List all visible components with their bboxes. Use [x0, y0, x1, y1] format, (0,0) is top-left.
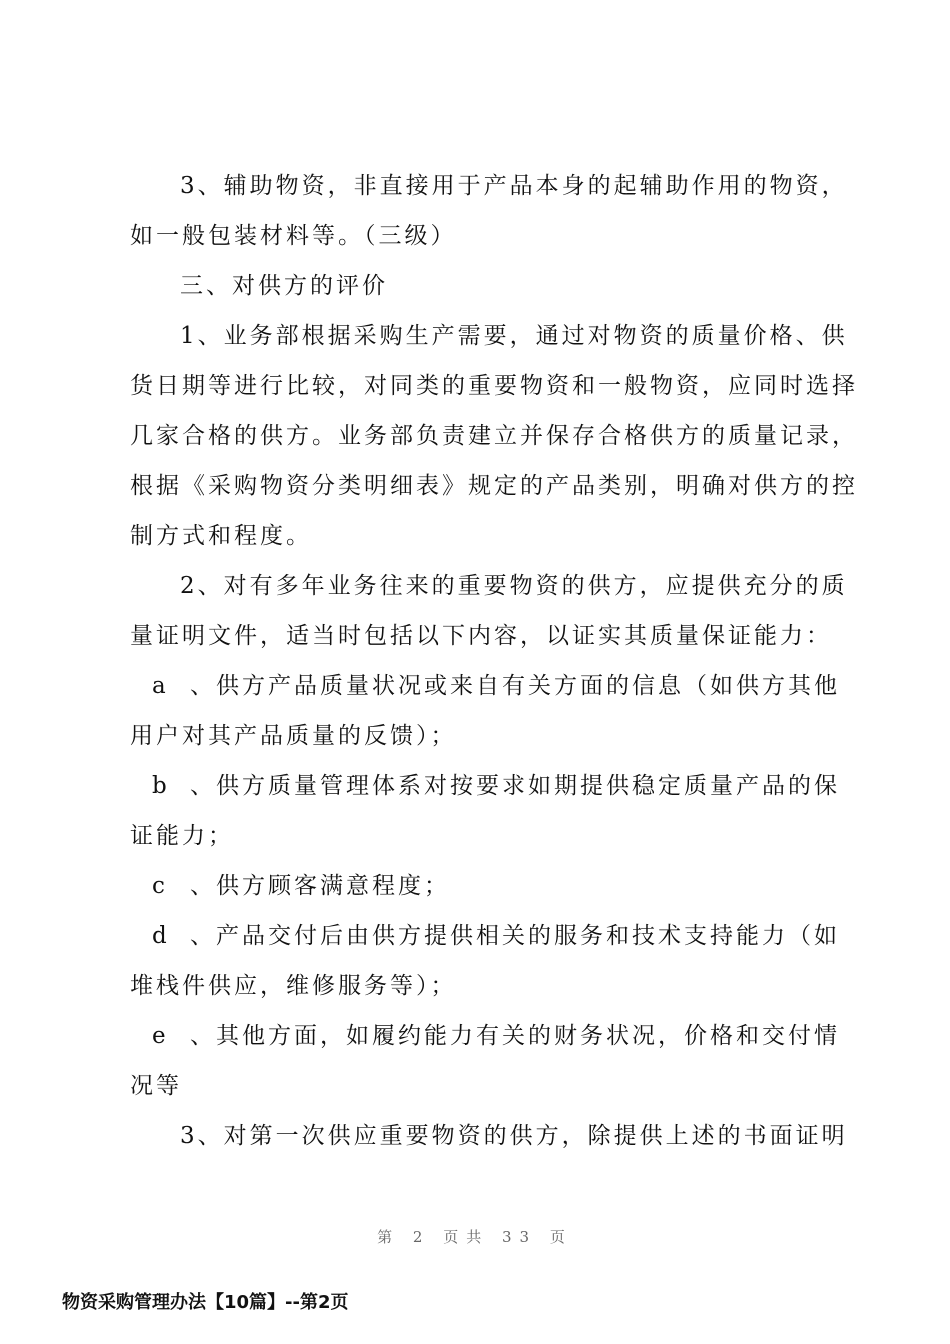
- list-item: [152, 1021, 840, 1051]
- document-title: 物资采购管理办法【10篇】--第2页: [62, 1292, 349, 1313]
- paragraph-line: 用户对其产品质量的反馈）；: [130, 723, 457, 749]
- list-item-marker: a: [152, 673, 166, 699]
- paragraph-line: 2、对有多年业务往来的重要物资的供方，应提供充分的质: [180, 573, 848, 599]
- list-item: [152, 671, 840, 701]
- list-item: [152, 921, 840, 951]
- list-item: [152, 771, 840, 801]
- list-item-text: 、供方质量管理体系对按要求如期提供稳定质量产品的保: [190, 773, 840, 799]
- list-item-marker: c: [152, 873, 165, 899]
- section-heading: 三、对供方的评价: [180, 273, 388, 299]
- paragraph-line: 3、辅助物资，非直接用于产品本身的起辅助作用的物资，: [180, 173, 848, 199]
- paragraph-line: 证能力；: [130, 823, 234, 849]
- paragraph-line: 货日期等进行比较，对同类的重要物资和一般物资，应同时选择: [130, 373, 858, 399]
- list-item-marker: e: [152, 1023, 166, 1049]
- paragraph-line: 3、对第一次供应重要物资的供方，除提供上述的书面证明: [180, 1123, 848, 1149]
- paragraph-line: 况等: [130, 1073, 182, 1099]
- list-item-text: 、供方产品质量状况或来自有关方面的信息（如供方其他: [190, 673, 840, 699]
- paragraph-line: 1、业务部根据采购生产需要，通过对物资的质量价格、供: [180, 323, 848, 349]
- paragraph-line: 根据《采购物资分类明细表》规定的产品类别，明确对供方的控: [130, 473, 858, 499]
- list-item-marker: b: [152, 773, 167, 799]
- paragraph-line: 堆栈件供应，维修服务等）；: [130, 973, 457, 999]
- list-item-text: 、供方顾客满意程度；: [190, 873, 450, 899]
- paragraph-line: 量证明文件，适当时包括以下内容，以证实其质量保证能力：: [130, 623, 832, 649]
- list-item-marker: d: [152, 923, 167, 949]
- paragraph-line: 几家合格的供方。业务部负责建立并保存合格供方的质量记录，: [130, 423, 858, 449]
- list-item-text: 、产品交付后由供方提供相关的服务和技术支持能力（如: [190, 923, 840, 949]
- page-number: 第 2 页共 33 页: [377, 1228, 573, 1246]
- list-item: [152, 871, 450, 901]
- paragraph-line: 制方式和程度。: [130, 523, 312, 549]
- list-item-text: 、其他方面，如履约能力有关的财务状况，价格和交付情: [190, 1023, 840, 1049]
- paragraph-line: 如一般包装材料等。（三级）: [130, 223, 457, 249]
